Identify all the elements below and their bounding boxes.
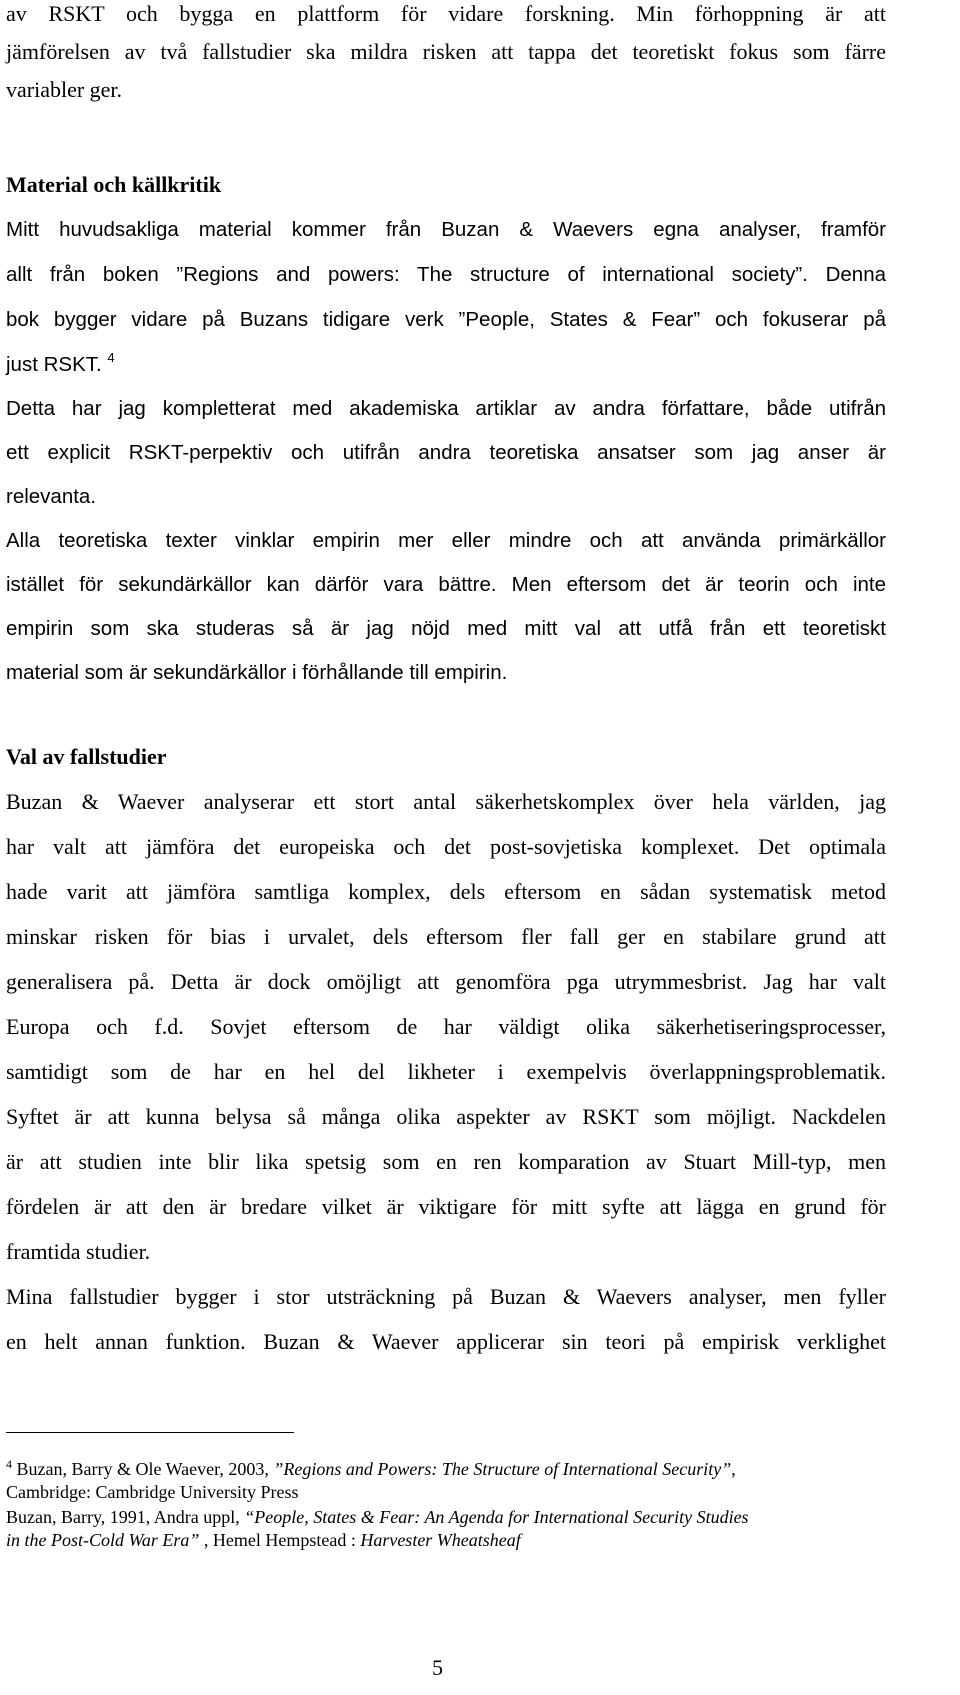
material-p3-line-3: empirin som ska studeras så är jag nöjd med mitt val att utfå från ett teoretiskt xyxy=(6,617,886,640)
fallstudier-p1-line-11: framtida studier. xyxy=(6,1239,151,1264)
fallstudier-p1-line-3: hade varit att jämföra samtliga komplex, dels eftersom en sådan systematisk metod xyxy=(6,879,886,904)
fallstudier-p1-line-2: har valt att jämföra det europeiska och det post-sovjetiska komplexet. Det optimala xyxy=(6,834,886,859)
footnote-4-author: Buzan, Barry & Ole Waever, 2003, xyxy=(12,1459,274,1479)
section-heading-fallstudier: Val av fallstudier xyxy=(6,744,167,769)
fallstudier-p1-line-4: minskar risken för bias i urvalet, dels eftersom fler fall ger en stabilare grund att xyxy=(6,924,886,949)
fallstudier-p1-line-5: generalisera på. Detta är dock omöjligt att genomföra pga utrymmesbrist. Jag har valt xyxy=(6,969,886,994)
fallstudier-p1-line-6: Europa och f.d. Sovjet eftersom de har väldigt olika säkerhetiseringsprocesser, xyxy=(6,1014,886,1039)
footnote-4b-author: Buzan, Barry, 1991, Andra uppl, xyxy=(6,1507,245,1527)
footnote-4-comma: , xyxy=(731,1459,736,1479)
footnote-separator xyxy=(6,1432,294,1433)
material-p1-line-4-text: just RSKT. xyxy=(6,353,102,376)
footnote-4-marker: 4 xyxy=(6,1457,12,1471)
fallstudier-p1-line-10: fördelen är att den är bredare vilket är viktigare för mitt syfte att lägga en grund för xyxy=(6,1194,886,1219)
material-p2-line-2: ett explicit RSKT-perpektiv och utifrån andra teoretiska ansatser som jag anser är xyxy=(6,441,886,464)
intro-line-3: variabler ger. xyxy=(6,77,123,102)
material-p1-line-4 xyxy=(6,351,886,379)
section-heading-material: Material och källkritik xyxy=(6,172,222,197)
footnote-4b-line-2 xyxy=(6,1529,906,1551)
material-p3-line-4: material som är sekundärkällor i förhållande till empirin. xyxy=(6,661,508,684)
footnote-4-line-1 xyxy=(6,1458,906,1480)
fallstudier-p1-line-8: Syftet är att kunna belysa så många olika aspekter av RSKT som möjligt. Nackdelen xyxy=(6,1104,886,1129)
footnote-4b-title-cont: in the Post-Cold War Era” xyxy=(6,1530,200,1550)
material-p1-line-2: allt från boken ”Regions and powers: The structure of international society”. Denna xyxy=(6,263,886,286)
fallstudier-p1-line-7: samtidigt som de har en hel del likheter i exempelvis överlappningsproblematik. xyxy=(6,1059,886,1084)
material-p2-line-1: Detta har jag kompletterat med akademiska artiklar av andra författare, både utifrån xyxy=(6,397,886,420)
material-p2-line-3: relevanta. xyxy=(6,485,97,508)
footnote-ref-4[interactable]: 4 xyxy=(107,350,115,365)
footnote-4-line-2: Cambridge: Cambridge University Press xyxy=(6,1482,299,1502)
fallstudier-p1-line-1: Buzan & Waever analyserar ett stort antal säkerhetskomplex över hela världen, jag xyxy=(6,789,886,814)
footnote-4b-line-1 xyxy=(6,1506,906,1528)
intro-line-2: jämförelsen av två fallstudier ska mildra risken att tappa det teoretiskt fokus som färre xyxy=(6,39,886,64)
footnote-4b-title: “People, States & Fear: An Agenda for International Security Studies xyxy=(244,1507,749,1527)
footnote-4b-publisher: Harvester Wheatsheaf xyxy=(360,1530,521,1550)
footnote-4b-place: , Hemel Hempstead : xyxy=(199,1530,361,1550)
material-p1-line-1: Mitt huvudsakliga material kommer från Buzan & Waevers egna analyser, framför xyxy=(6,218,886,241)
intro-line-1: av RSKT och bygga en plattform för vidare forskning. Min förhoppning är att xyxy=(6,1,886,26)
material-p1-line-3: bok bygger vidare på Buzans tidigare verk ”People, States & Fear” och fokuserar på xyxy=(6,308,886,331)
material-p3-line-2: istället för sekundärkällor kan därför vara bättre. Men eftersom det är teorin och inte xyxy=(6,573,886,596)
footnote-4-title: ”Regions and Powers: The Structure of International Security” xyxy=(273,1459,732,1479)
fallstudier-p2-line-2: en helt annan funktion. Buzan & Waever applicerar sin teori på empirisk verklighet xyxy=(6,1329,886,1354)
page-number: 5 xyxy=(432,1655,443,1680)
fallstudier-p1-line-9: är att studien inte blir lika spetsig som en ren komparation av Stuart Mill-typ, men xyxy=(6,1149,886,1174)
fallstudier-p2-line-1: Mina fallstudier bygger i stor utsträckning på Buzan & Waevers analyser, men fyller xyxy=(6,1284,886,1309)
material-p3-line-1: Alla teoretiska texter vinklar empirin mer eller mindre och att använda primärkällor xyxy=(6,529,886,552)
